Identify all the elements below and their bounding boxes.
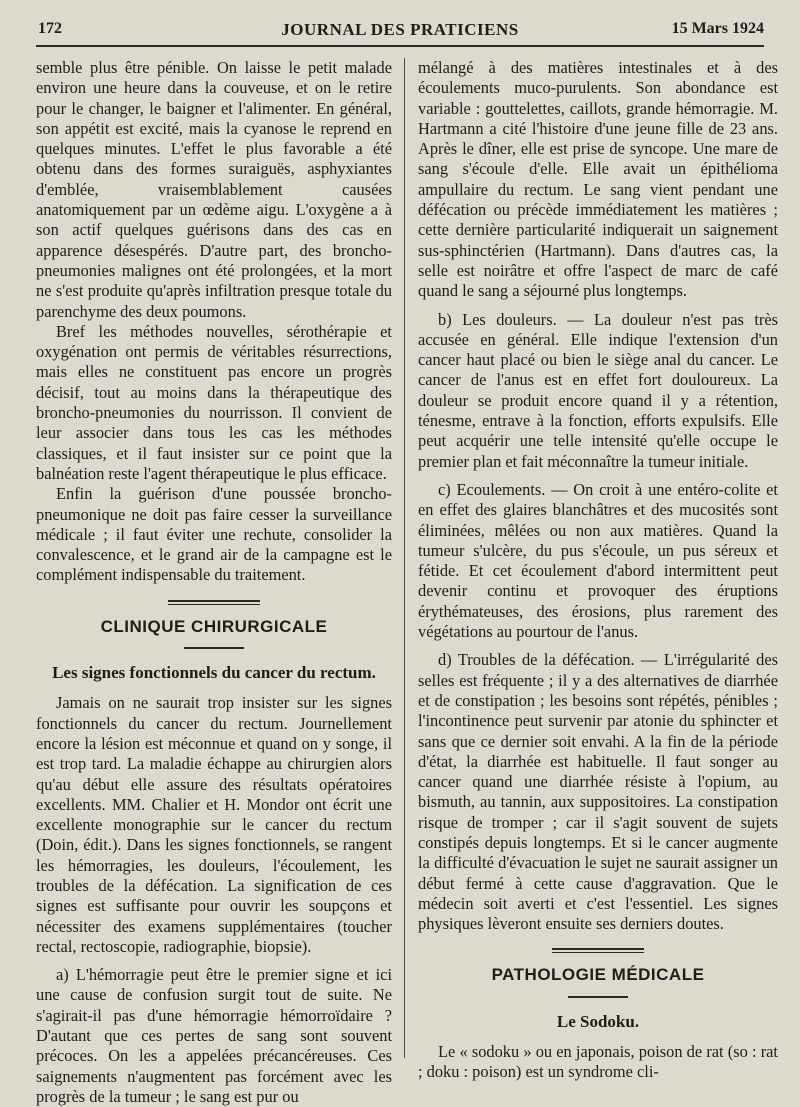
journal-title: JOURNAL DES PRATICIENS (281, 20, 519, 39)
paragraph: Enfin la guérison d'une poussée broncho-pneumonique ne doit pas faire cesser la surveillance médicale ; il faut éviter une rechute, consolider la convalescence, et le grand air de la campagne est le complément indispensable du traitement. (36, 484, 392, 585)
page-number: 172 (38, 20, 62, 37)
paragraph: b) Les douleurs. — La douleur n'est pas très accusée en général. Elle indique l'extension d'un cancer haut placé ou bien le siège anal du cancer. Le cancer de l'anus est en effet fort douloureux. La douleur se produit encore quand il y a rétention, ténesme, entrave à la fonction, efforts expulsifs. Elle peut acquérir une telle intensité qu'elle occupe le premier plan et fait méconnaître la tumeur initiale. (418, 309, 778, 471)
paragraph: semble plus être pénible. On laisse le petit malade environ une heure dans la couveuse, et on le retire pour le changer, le baigner et l'alimenter. En général, son appétit est excité, mais la cyanose le reprend en quelques minutes. L'effet le plus favorable a été obtenu dans des formes suraiguës, asphyxiantes d'emblée, vraisemblablement causées anatomiquement par un œdème aigu. L'oxygène a à son actif quelques guérisons dans des cas en apparence désespérés. D'autre part, des broncho-pneumonies malignes ont été prolongées, et la mort ne s'est produite qu'après infiltration presque totale du parenchyme des deux poumons. (36, 58, 392, 321)
paragraph: mélangé à des matières intestinales et à des écoulements muco-purulents. Son abondance est variable : gouttelettes, caillots, grande hémorragie. M. Hartmann a cité l'histoire d'une jeune fille de 23 ans. Après le dîner, elle est prise de syncope. Une mare de sang s'écoule d'elle. Elle avait un épithélioma ampullaire du rectum. Le sang vient pendant une défécation ou précède immédiatement les matières ; cette dernière particularité indiquerait un saignement sus-sphinctérien (Hartmann). Dans d'autres cas, la selle est noirâtre et offre l'aspect de marc de café quand le sang a séjourné plus longtemps. (418, 58, 778, 301)
section-separator (168, 600, 260, 605)
title-underline (568, 996, 628, 998)
header-rule (36, 45, 764, 47)
right-column (418, 58, 778, 1083)
article-title: Le Sodoku. (556, 1011, 640, 1031)
paragraph: c) Ecoulements. — On croit à une entéro-colite et en effet des glaires blanchâtres et des mucosités sont éliminées, mêlées ou non aux matières. Quand la tumeur s'ulcère, du pus s'écoule, un pus séreux et fétide. Et cet écoulement d'abord intermittent peut devenir continu et provoquer des éruptions érythémateuses, des érosions, plus rarement des végétations au pourtour de l'anus. (418, 479, 778, 642)
title-underline (184, 647, 244, 649)
article-title: Les signes fonctionnels du cancer du rectum. (52, 663, 376, 683)
section-title: PATHOLOGIE MÉDICALE (491, 965, 705, 985)
paragraph: Jamais on ne saurait trop insister sur les signes fonctionnels du cancer du rectum. Journellement encore la lésion est méconnue et quand on y songe, il est trop tard. La maladie échappe au chirurgien alors qu'au début elle assure des résultats opératoires excellents. MM. Chalier et H. Mondor ont écrit une excellente monographie sur le cancer du rectum (Doin, édit.). Dans les signes fonctionnels, se rangent les hémorragies, les douleurs, l'écoulement, les troubles de la défécation. La signification de ces signes est suffisante pour ouvrir les soupçons et nécessiter des examens supplémentaires (toucher rectal, rectoscopie, radiographie, biopsie). (36, 693, 392, 956)
paragraph: a) L'hémorragie peut être le premier signe et ici une cause de confusion surgit tout de suite. Ne s'agirait-il pas d'une hémorragie hémorroïdaire ? D'autant que ces pertes de sang sont souvent précoces. On les a appelées précancéreuses. Ces saignements n'augmentent pas forcément avec les progrès de la tumeur ; le sang est pur ou (36, 965, 392, 1106)
paragraph: d) Troubles de la défécation. — L'irrégularité des selles est fréquente ; il y a des alternatives de diarrhée et de constipation ; les besoins sont répétés, pénibles ; l'incontinence peut survenir par atonie du sphincter et sans que ce dernier soit envahi. A la fin de la période d'état, la diarrhée est habituelle. Il faut songer au cancer quand une diarrhée résiste à l'opium, au bismuth, au tannin, aux suppositoires. La constipation risque de tromper ; car il s'agit souvent de sujets constipés depuis longtemps. Et si le cancer augmente la difficulté d'évacuation le sujet ne saurait assigner un début fermé à cette cause d'aggravation. Que le médecin soit averti et c'est l'essentiel. Les signes physiques lèveront ensuite ses derniers doutes. (418, 650, 778, 934)
page-header (0, 0, 800, 42)
paragraph: Bref les méthodes nouvelles, sérothérapie et oxygénation ont permis de véritables résurrections, mais elles ne constituent pas encore un progrès décisif, tout au moins dans la thérapeutique des broncho-pneumonies du nourrisson. Il convient de leur associer dans tous les cas les méthodes classiques, et il faut insister sur ce point que la balnéation reste l'agent thérapeutique le plus efficace. (36, 321, 392, 483)
column-divider (404, 58, 405, 1058)
section-title: CLINIQUE CHIRURGICALE (100, 616, 328, 636)
paragraph: Le « sodoku » ou en japonais, poison de rat (so : rat ; doku : poison) est un syndrome cli- (418, 1042, 778, 1082)
left-column (36, 58, 392, 1107)
section-separator (552, 948, 644, 953)
issue-date: 15 Mars 1924 (671, 20, 764, 37)
